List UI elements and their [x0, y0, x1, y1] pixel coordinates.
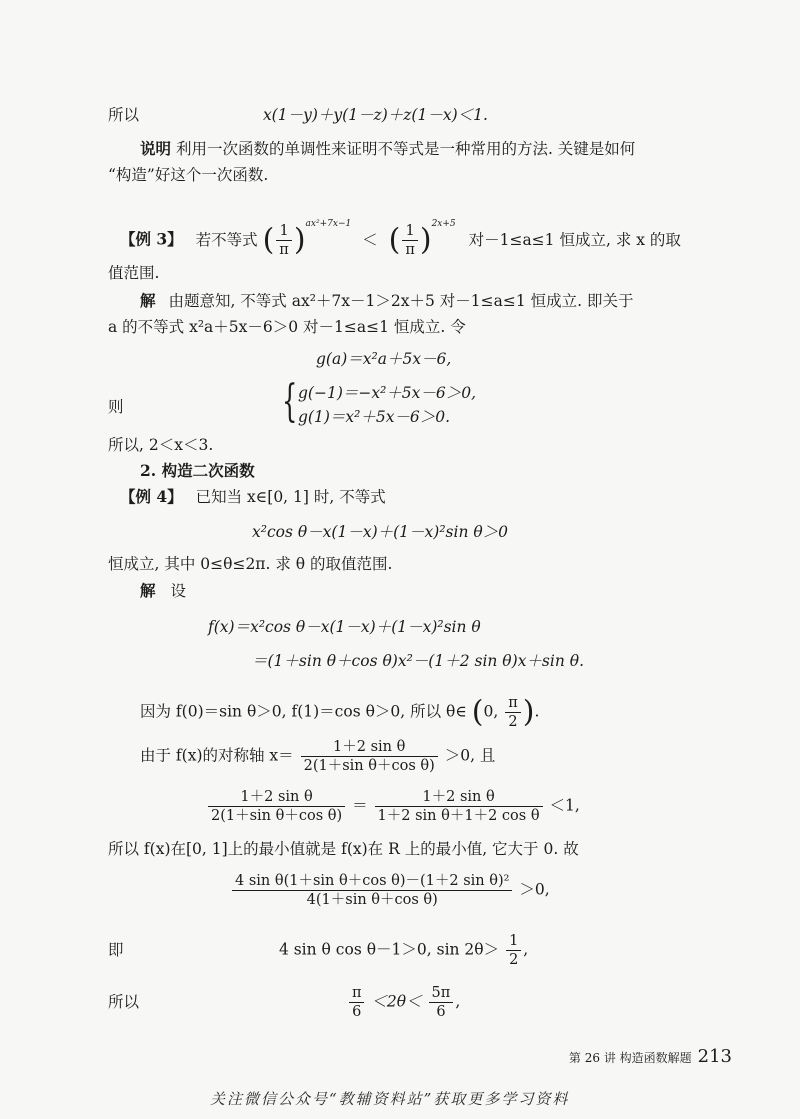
g-of-a-definition: g(a)＝x²a＋5x－6, — [316, 350, 452, 368]
example3-line-2: 值范围. — [108, 264, 160, 282]
ji-line: 即 4 sin θ cos θ－1＞0, sin 2θ＞ $\frac{1}{2}$ , — [108, 933, 529, 968]
remark-line-2: “构造”好这个一次函数. — [108, 166, 269, 184]
remark-line-1 — [108, 138, 635, 160]
one-half: $\frac{1}{2}$ — [506, 932, 521, 969]
solution-label: 解 — [140, 291, 156, 310]
example4-statement: 【例 4】 已知当 x∈[0, 1] 时, 不等式 — [120, 487, 386, 506]
one-over-pi-2: $\frac{1}{\pi}$ — [402, 222, 418, 259]
inequality-formula: x(1－y)＋y(1－z)＋z(1－x)＜1. — [262, 106, 488, 124]
comparison-fraction-2: $\frac{\text{1＋2 sin θ}}{\text{1＋2 sin θ＋1＋2 cos θ}}$ — [375, 788, 543, 825]
remark-text-1: 利用一次函数的单调性来证明不等式是一种常用的方法. 关键是如何 — [175, 140, 636, 158]
example4-label: 【例 4】 — [120, 487, 183, 506]
example3-label: 【例 3】 — [120, 229, 183, 249]
one-over-pi-1: $\frac{1}{\pi}$ — [276, 222, 292, 259]
example3-solution-1: 解 由题意知, 不等式 ax²＋7x－1＞2x＋5 对－1≤a≤1 恒成立. 即关于 — [140, 291, 634, 310]
example3-post: 对－1≤a≤1 恒成立, 求 x 的取 — [468, 230, 681, 249]
example3-solution-2: a 的不等式 x²a＋5x－6＞0 对－1≤a≤1 恒成立. 令 — [108, 318, 466, 336]
pi-over-six: $\frac{\pi}{6}$ — [349, 984, 365, 1021]
remark-label: 说明 — [140, 139, 172, 158]
system-line-2: g(1)＝x²＋5x－6＞0. — [298, 408, 451, 426]
because-line: 因为 f(0)＝sin θ＞0, f(1)＝cos θ＞0, 所以 θ∈ (0, $\frac{\pi}{2}$ ). — [140, 694, 540, 730]
section-title: 2. 构造二次函数 — [140, 461, 255, 480]
f-definition-line-1: f(x)＝x²cos θ－x(1－x)＋(1－x)²sin θ — [208, 618, 481, 636]
example3-conclusion: 所以, 2＜x＜3. — [108, 436, 214, 454]
final-range-line: 所以 $\frac{\pi}{6}$ ＜2θ＜ $\frac{5\pi}{6}$ , — [108, 985, 461, 1020]
minimum-statement: 所以 f(x)在[0, 1]上的最小值就是 f(x)在 R 上的最小值, 它大于 0. 故 — [108, 840, 579, 858]
example4-condition: 恒成立, 其中 0≤θ≤2π. 求 θ 的取值范围. — [108, 555, 393, 573]
watermark-text: 关注微信公众号“教辅资料站”获取更多学习资料 — [210, 1090, 570, 1108]
five-pi-over-six: $\frac{5\pi}{6}$ — [429, 984, 454, 1021]
conclusion-line — [108, 104, 488, 126]
page-number: 213 — [697, 1046, 732, 1067]
exponent-1: ax²+7x−1 — [305, 219, 352, 230]
axis-line: 由于 f(x)的对称轴 x＝ $\frac{\text{1＋2 sin θ}}{\text{2(1＋sin θ＋cos θ)}}$ ＞0, 且 — [140, 739, 496, 774]
lead-word: 所以 — [108, 106, 140, 124]
brace-icon: { — [282, 376, 298, 427]
example4-inequality: x²cos θ－x(1－x)＋(1－x)²sin θ＞0 — [252, 523, 509, 541]
solution-label: 解 — [140, 581, 156, 600]
axis-fraction: $\frac{\text{1＋2 sin θ}}{\text{2(1＋sin θ＋cos θ)}}$ — [301, 738, 438, 775]
comparison-fraction-1: $\frac{\text{1＋2 sin θ}}{\text{2(1＋sin θ＋cos θ)}}$ — [208, 788, 345, 825]
exponent-2: 2x+5 — [431, 219, 456, 230]
page-footer — [569, 1046, 732, 1067]
pi-over-two: $\frac{\pi}{2}$ — [505, 694, 521, 731]
close-paren: ) — [293, 222, 306, 258]
open-paren: ( — [262, 222, 275, 258]
example3-statement: 【例 3】 若不等式 ( $\frac{1}{\pi}$ )$^{ax^2+7x-1}$ ＜ ( $\frac{1}{\pi}$ )$^{2x+5}$ 对－1≤a≤1 恒成立, 求 x 的取 — [120, 219, 681, 258]
big-fraction: $\frac{\text{4 sin θ(1＋sin θ＋cos θ)－(1＋2 sin θ)²}}{\text{4(1＋sin θ＋cos θ)}}$ — [232, 872, 512, 909]
inequality-system — [282, 376, 542, 430]
system-line-1: g(−1)＝−x²＋5x－6＞0, — [298, 384, 477, 402]
f-definition-line-2: ＝(1＋sin θ＋cos θ)x²－(1＋2 sin θ)x＋sin θ. — [252, 652, 585, 670]
lecture-title: 第 26 讲 构造函数解题 — [568, 1051, 692, 1065]
big-fraction-line: $\frac{\text{4 sin θ(1＋sin θ＋cos θ)－(1＋2 sin θ)²}}{\text{4(1＋sin θ＋cos θ)}}$ ＞0, — [230, 872, 550, 909]
example3-pre: 若不等式 — [195, 230, 258, 249]
then-word: 则 — [108, 398, 124, 416]
comparison-line: $\frac{\text{1＋2 sin θ}}{\text{2(1＋sin θ＋cos θ)}}$ ＝ $\frac{\text{1＋2 sin θ}}{\text{1＋2 sin θ＋1＋2 cos θ}}$ ＜1, — [206, 788, 580, 825]
example4-solution-start: 解 设 — [140, 581, 186, 600]
less-than: ＜ — [362, 230, 378, 249]
